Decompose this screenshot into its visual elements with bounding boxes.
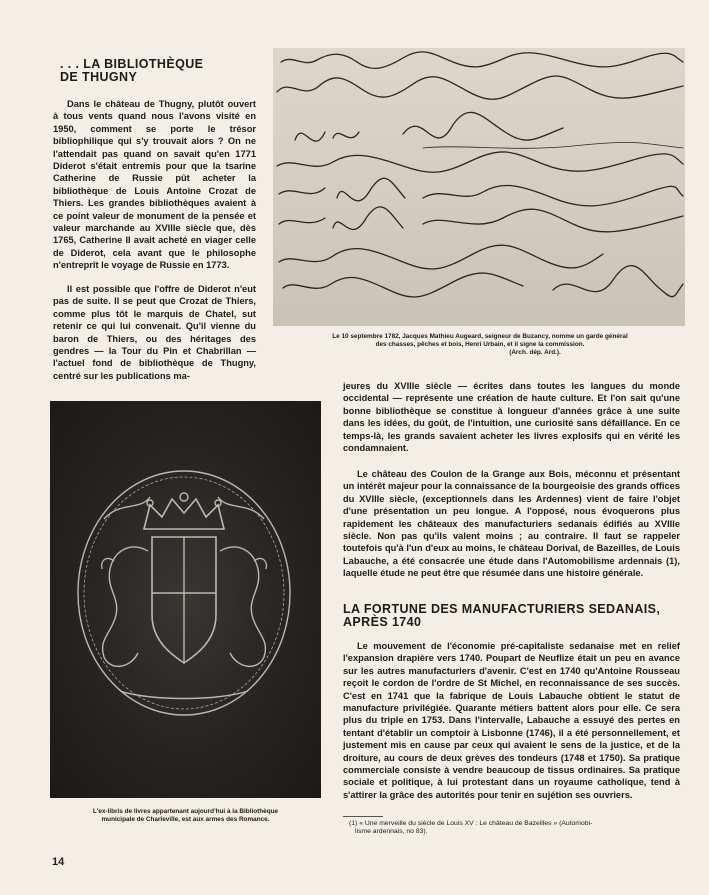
left-paragraph-2: Il est possible que l'offre de Diderot n'eut pas de suite. Il se peut que Crozat de Thiers, comme plus tôt le marquis de Chatel, sut retenir ce qui lui convenait. Qu'il vienne du baron de Thiers, ou des héritages des gendres — la Tour du Pin et Chabrillan — l'actuel fond de bibliothèque de Thugny, centré sur les publications ma- bbox=[53, 284, 256, 381]
footnote-line-2: lisme ardennais, no 83). bbox=[355, 828, 428, 835]
handwriting-illustration bbox=[273, 48, 685, 326]
caption-line-3: (Arch. dép. Ard.). bbox=[509, 349, 561, 356]
fortune-heading-line-2: APRÈS 1740 bbox=[343, 615, 422, 629]
heading-line-1: . . . LA BIBLIOTHÈQUE bbox=[60, 57, 204, 71]
footnote-line-1: (1) « Une merveille du siècle de Louis XV : Le château de Bazeilles » (Automobi- bbox=[349, 820, 593, 827]
caption-line-2: des chasses, pêches et bois, Henri Urbain, et il signe la commission. bbox=[375, 341, 585, 348]
exlibris-caption-line-2: municipale de Charleville, est aux armes des Romance. bbox=[101, 816, 270, 823]
right-paragraph-1: jeures du XVIIIe siècle — écrites dans toutes les langues du monde occidental — représente une création de haute culture. Et l'on sait qu'une bonne bibliothèque se constitue à longueur d'années grâce à une suite dans les idées, du goût, de l'intuition, une curiosité sans défaillance. En ce temps-là, les grands savaient acheter les livres explosifs qui en vérité les condamnaient. bbox=[343, 381, 680, 454]
exlibris-caption-line-1: L'ex-libris de livres appartenant aujourd'hui à la Bibliothèque bbox=[92, 808, 279, 815]
section-heading-bibliotheque bbox=[60, 58, 260, 84]
manuscript-caption bbox=[276, 333, 684, 357]
page-number: 14 bbox=[52, 856, 65, 868]
heading-line-2: DE THUGNY bbox=[60, 70, 138, 84]
footnote bbox=[349, 820, 681, 836]
manuscript-photo bbox=[273, 48, 685, 326]
right-paragraph-2: Le château des Coulon de la Grange aux Bois, méconnu et présentant un intérêt majeur pour la connaissance de la bourgeoisie des grands offices du XVIIIe siècle, (exceptionnels dans les Ardennes) vient de faire l'objet d'une présentation un peu longue. A l'opposé, nous évoquerons plus rapidement les châteaux des manufacturiers sedanais édifiés au XVIIIe siècle. Non pas qu'ils valent moins ; au contraire. Il faut se rappeler toutefois qu'à l'un d'eux au moins, le château Dorival, de Bazeilles, de Louis Labauche, a été consacrée une étude dans l'Automobilisme ardennais (1), laquelle étude ne peut être que résumée dans une histoire générale. bbox=[343, 469, 680, 579]
section-heading-fortune bbox=[343, 603, 683, 629]
footnote-divider bbox=[343, 816, 383, 817]
exlibris-caption bbox=[50, 808, 321, 824]
fortune-heading-line-1: LA FORTUNE DES MANUFACTURIERS SEDANAIS, bbox=[343, 602, 661, 616]
right-paragraph-3: Le mouvement de l'économie pré-capitaliste sedanaise met en relief l'expansion drapière vers 1740. Poupart de Neuflize était un peu en avance sur les autres manufacturiers d'avenir. C'est en 1740 qu'Antoine Rousseau reçoit le cordon de l'ordre de St Michel, en reconnaissance de ses succès. C'est en 1741 que la fabrique de Louis Labauche obtient le statut de manufacture privilégiée. Quarante métiers battent alors pour elle. Ce sera plus du triple en 1753. Dans l'intervalle, Labauche a essuyé des pertes en tentant d'établir un comptoir à Lisbonne (1746), il a été personnellement, et justement mis en cause par ceux qui avaient le sens de la justice, et de la droiture, au cours de deux grèves des tondeurs (1748 et 1750). Sa pratique commerciale consiste à vendre beaucoup de tissus ordinaires. Sa pratique sociale et politique, à lui protestant dans un royaume catholique, tend à s'attirer la grâce des autorités pour tenir en sujétion ses ouvriers. bbox=[343, 641, 680, 800]
left-paragraph-1: Dans le château de Thugny, plutôt ouvert à tous vents quand nous l'avons visité en 1950, comment se porte le trésor bibliophilique qui s'y trouvait alors ? On ne l'attendait pas quand on savait qu'en 1771 Diderot s'était entremis pour que la tsarine Catherine de Russie pût acheter la bibliothèque de Louis Antoine Crozat de Thiers. Les grandes bibliothèques avaient à ce point valeur de monument de la pensée et valeur marchande au XVIIIe siècle que, dès 1765, Catherine II avait acheté en viager celle de Diderot, cela avant que le philosophe n'entreprît le voyage de Russie en 1773. bbox=[53, 99, 256, 271]
exlibris-photo bbox=[50, 401, 321, 798]
caption-line-1: Le 10 septembre 1782, Jacques Mathieu Augeard, seigneur de Buzancy, nomme un garde général bbox=[332, 333, 628, 340]
coat-of-arms-illustration bbox=[50, 401, 321, 798]
